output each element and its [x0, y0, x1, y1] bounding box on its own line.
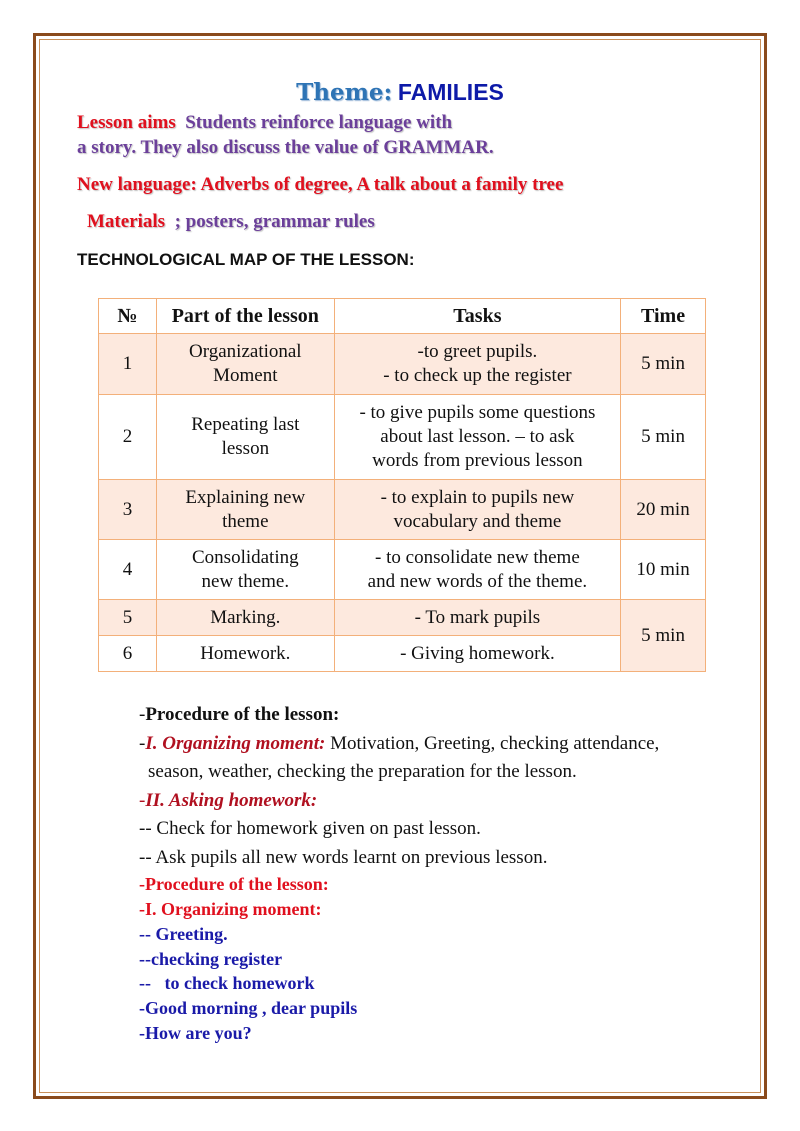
lesson-aims-text1: Students reinforce language with [185, 112, 453, 133]
row-tasks: - Giving homework. [334, 636, 620, 672]
organizing-moment-label: I. Organizing moment: [145, 733, 326, 754]
materials-label: Materials [87, 211, 166, 232]
row-part: Homework. [156, 636, 334, 672]
table-row [99, 540, 706, 600]
table-row [99, 334, 706, 395]
asking-homework-label: II. Asking homework: [145, 790, 318, 811]
organizing-moment-2: I. Organizing moment: [145, 899, 322, 919]
check-homework-line: -- Check for homework given on past lesson. [139, 818, 481, 839]
row-number: 5 [99, 600, 157, 636]
lesson-aims-label: Lesson aims [77, 112, 176, 133]
table-header-row [99, 299, 706, 334]
header-time: Time [621, 299, 706, 334]
page-title [0, 79, 800, 106]
new-language: New language: Adverbs of degree, A talk about a family tree [77, 174, 564, 195]
table-row [99, 636, 706, 672]
title-value: FAMILIES [397, 79, 504, 105]
how-are-you-line: -How are you? [139, 1023, 252, 1043]
good-morning-line: -Good morning , dear pupils [139, 998, 358, 1018]
row-time-merged: 5 min [621, 600, 706, 672]
row-part: Consolidating new theme. [156, 540, 334, 600]
organizing-moment-text: Motivation, Greeting, checking attendance, [325, 733, 660, 754]
ask-words-line: -- Ask pupils all new words learnt on previous lesson. [139, 847, 548, 868]
row-time: 20 min [621, 480, 706, 540]
row-tasks: - to explain to pupils new vocabulary and theme [334, 480, 620, 540]
row-tasks: - To mark pupils [334, 600, 620, 636]
good-morning-text: Good morning , dear pupils [145, 998, 358, 1018]
row-number: 3 [99, 480, 157, 540]
procedure-heading-line: -Procedure of the lesson: [139, 704, 340, 725]
lesson-aims-line1 [77, 112, 452, 134]
materials-line [87, 211, 375, 233]
row-time: 5 min [621, 395, 706, 480]
lesson-aims-line2: a story. They also discuss the value of GRAMMAR. [77, 137, 494, 158]
row-part: Marking. [156, 600, 334, 636]
check-homework-task-line: -- to check homework [139, 973, 315, 993]
map-heading: TECHNOLOGICAL MAP OF THE LESSON: [77, 250, 415, 269]
table-row [99, 600, 706, 636]
organizing-moment-continued: season, weather, checking the preparation for the lesson. [148, 761, 577, 782]
row-number: 2 [99, 395, 157, 480]
greeting-line: -- Greeting. [139, 924, 228, 944]
lesson-map-table [98, 298, 706, 672]
row-number: 1 [99, 334, 157, 395]
row-tasks: - to give pupils some questions about last lesson. – to ask words from previous lesson [334, 395, 620, 480]
table-row [99, 480, 706, 540]
header-number: № [99, 299, 157, 334]
organizing-moment-2-line: -I. Organizing moment: [139, 899, 322, 919]
row-number: 4 [99, 540, 157, 600]
row-part: Explaining new theme [156, 480, 334, 540]
procedure-heading: Procedure of the lesson: [145, 704, 340, 725]
header-part: Part of the lesson [156, 299, 334, 334]
row-part: Organizational Moment [156, 334, 334, 395]
title-label: Theme: [296, 79, 393, 106]
row-time: 5 min [621, 334, 706, 395]
checking-register-line: --checking register [139, 949, 283, 969]
row-tasks: - to consolidate new theme and new words of the theme. [334, 540, 620, 600]
procedure-heading-2: Procedure of the lesson: [145, 874, 329, 894]
procedure-heading-2-line: -Procedure of the lesson: [139, 874, 329, 894]
table-row [99, 395, 706, 480]
materials-text: ; posters, grammar rules [174, 211, 375, 232]
header-tasks: Tasks [334, 299, 620, 334]
row-tasks: -to greet pupils. - to check up the register [334, 334, 620, 395]
organizing-moment-line: -I. Organizing moment: Motivation, Greeting, checking attendance, [139, 733, 660, 754]
row-part: Repeating last lesson [156, 395, 334, 480]
row-number: 6 [99, 636, 157, 672]
row-time: 10 min [621, 540, 706, 600]
how-are-you-text: How are you? [145, 1023, 252, 1043]
asking-homework-line: -II. Asking homework: [139, 790, 318, 811]
